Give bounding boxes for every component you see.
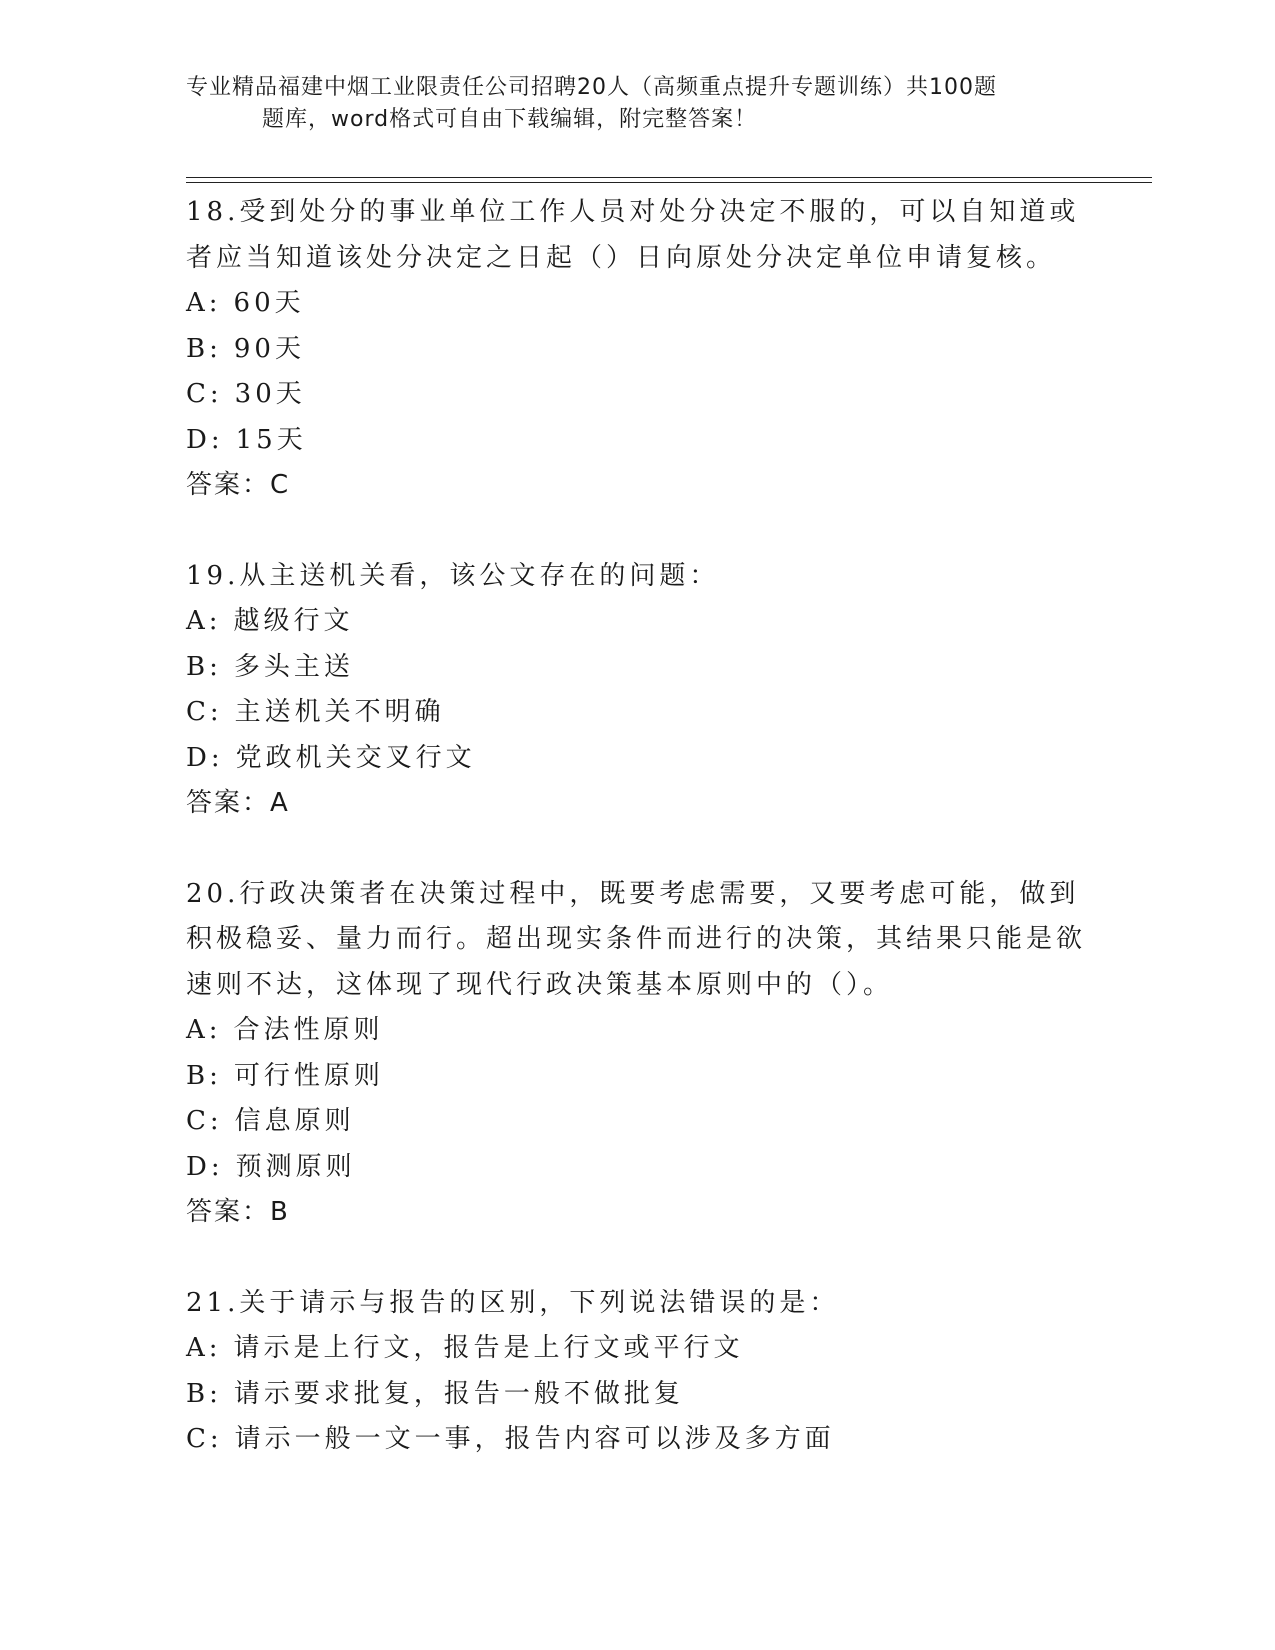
option-c [186, 1417, 1086, 1463]
option-c [186, 1099, 1086, 1145]
option-b [186, 645, 1086, 691]
option-b [186, 327, 1086, 373]
question-text: 20.行政决策者在决策过程中，既要考虑需要，又要考虑可能，做到积极稳妥、量力而行。超出现实条件而进行的决策，其结果只能是欲速则不达，这体现了现代行政决策基本原则中的（）。 [186, 878, 1087, 1000]
header-line-1: 专业精品福建中烟工业限责任公司招聘20人（高频重点提升专题训练）共100题 [186, 75, 997, 100]
option-b [186, 1054, 1086, 1100]
option-text: 请示要求批复，报告一般不做批复 [233, 1378, 684, 1409]
option-letter: B: [186, 333, 222, 364]
option-text: 可行性原则 [233, 1060, 384, 1091]
document-header [186, 72, 1086, 136]
option-text: 30天 [234, 379, 306, 409]
answer: 答案：A [186, 788, 290, 818]
header-line-2: 题库，word格式可自由下载编辑，附完整答案！ [262, 107, 758, 132]
option-letter: D: [186, 1151, 224, 1182]
option-letter: A: [186, 1015, 222, 1045]
option-letter: B: [186, 1060, 222, 1091]
option-text: 90天 [233, 333, 305, 364]
option-text: 请示一般一文一事，报告内容可以涉及多方面 [234, 1424, 835, 1454]
option-letter: B: [186, 651, 222, 682]
option-text: 预测原则 [235, 1151, 356, 1182]
option-text: 主送机关不明确 [234, 697, 445, 727]
option-text: 党政机关交叉行文 [235, 742, 476, 773]
option-text: 15天 [235, 424, 307, 455]
option-letter: B: [186, 1378, 222, 1409]
option-text: 合法性原则 [233, 1015, 384, 1045]
option-d [186, 1145, 1086, 1191]
option-d [186, 418, 1086, 464]
option-text: 多头主送 [233, 651, 354, 682]
option-a [186, 281, 1086, 327]
option-letter: C: [186, 697, 223, 727]
option-text: 信息原则 [234, 1106, 355, 1136]
question-21 [186, 1281, 1086, 1463]
option-a [186, 1326, 1086, 1372]
option-a [186, 599, 1086, 645]
question-text: 21.关于请示与报告的区别，下列说法错误的是： [186, 1287, 840, 1318]
option-letter: C: [186, 379, 223, 409]
option-c [186, 372, 1086, 418]
option-text: 越级行文 [233, 606, 354, 636]
question-19 [186, 554, 1086, 827]
option-letter: A: [186, 1333, 222, 1363]
option-b [186, 1372, 1086, 1418]
header-rule-top [186, 177, 1152, 178]
option-letter: D: [186, 742, 224, 773]
option-text: 请示是上行文，报告是上行文或平行文 [233, 1333, 744, 1363]
option-letter: A: [186, 288, 222, 318]
header-rule-bottom [186, 182, 1152, 183]
option-text: 60天 [233, 288, 305, 318]
question-20 [186, 872, 1086, 1236]
option-letter: C: [186, 1106, 223, 1136]
question-text: 19.从主送机关看，该公文存在的问题： [186, 560, 720, 591]
option-letter: C: [186, 1424, 223, 1454]
answer: 答案：C [186, 470, 291, 500]
option-a [186, 1008, 1086, 1054]
option-letter: A: [186, 606, 222, 636]
answer: 答案：B [186, 1197, 290, 1227]
option-c [186, 690, 1086, 736]
option-letter: D: [186, 424, 224, 455]
question-text: 18.受到处分的事业单位工作人员对处分决定不服的，可以自知道或者应当知道该处分决定之日起（）日向原处分决定单位申请复核。 [186, 197, 1080, 273]
question-list [186, 190, 1086, 1508]
option-d [186, 736, 1086, 782]
question-18 [186, 190, 1086, 509]
